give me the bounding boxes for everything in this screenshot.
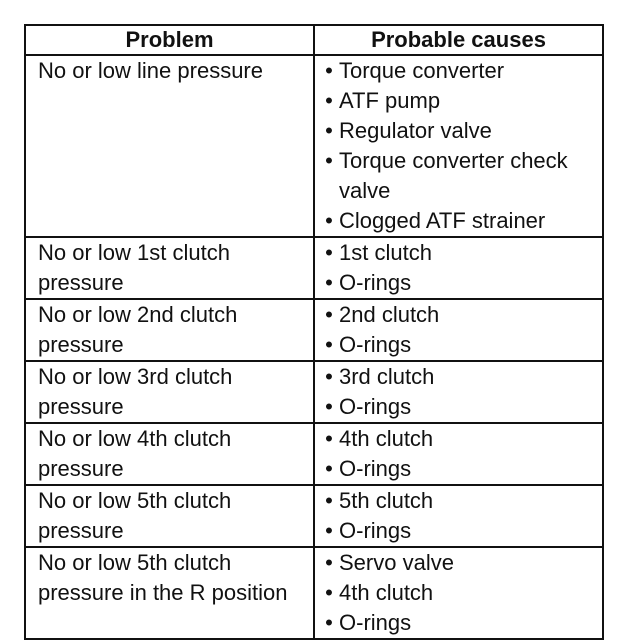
cause-text: Torque converter check valve <box>339 148 568 203</box>
bullet-icon: • <box>325 118 333 143</box>
bullet-icon: • <box>325 240 333 265</box>
bullet-icon: • <box>325 488 333 513</box>
cause-item <box>319 548 598 578</box>
cause-list <box>319 424 598 484</box>
cause-text: O-rings <box>339 394 412 419</box>
bullet-icon: • <box>325 456 333 481</box>
table-row <box>25 55 603 237</box>
cause-list <box>319 362 598 422</box>
cause-item <box>319 116 598 146</box>
troubleshooting-table <box>24 24 604 640</box>
cause-text: 5th clutch <box>339 488 434 513</box>
causes-cell <box>314 547 603 639</box>
cause-list <box>319 548 598 638</box>
bullet-icon: • <box>325 580 333 605</box>
cause-item <box>319 268 598 298</box>
cause-text: Servo valve <box>339 550 454 575</box>
header-probable-causes: Probable causes <box>314 25 603 55</box>
table-row <box>25 547 603 639</box>
table-row <box>25 485 603 547</box>
cause-text: 3rd clutch <box>339 364 435 389</box>
problem-cell: No or low 2nd clutch pressure <box>25 299 314 361</box>
cause-text: O-rings <box>339 518 412 543</box>
cause-item <box>319 206 598 236</box>
cause-text: O-rings <box>339 332 412 357</box>
causes-cell <box>314 299 603 361</box>
cause-item <box>319 300 598 330</box>
table-header-row <box>25 25 603 55</box>
cause-item <box>319 238 598 268</box>
cause-text: Clogged ATF strainer <box>339 208 546 233</box>
cause-text: O-rings <box>339 610 412 635</box>
bullet-icon: • <box>325 332 333 357</box>
bullet-icon: • <box>325 550 333 575</box>
causes-cell <box>314 423 603 485</box>
cause-text: 1st clutch <box>339 240 432 265</box>
cause-item <box>319 362 598 392</box>
cause-item <box>319 608 598 638</box>
bullet-icon: • <box>325 270 333 295</box>
cause-item <box>319 424 598 454</box>
cause-item <box>319 516 598 546</box>
header-problem: Problem <box>25 25 314 55</box>
bullet-icon: • <box>325 302 333 327</box>
cause-item <box>319 56 598 86</box>
cause-list <box>319 56 598 236</box>
cause-text: O-rings <box>339 270 412 295</box>
cause-list <box>319 486 598 546</box>
cause-item <box>319 578 598 608</box>
cause-item <box>319 392 598 422</box>
cause-item <box>319 146 598 206</box>
bullet-icon: • <box>325 364 333 389</box>
table-row <box>25 237 603 299</box>
bullet-icon: • <box>325 426 333 451</box>
cause-text: Regulator valve <box>339 118 492 143</box>
problem-cell: No or low 4th clutch pressure <box>25 423 314 485</box>
causes-cell <box>314 55 603 237</box>
bullet-icon: • <box>325 88 333 113</box>
cause-text: Torque converter <box>339 58 505 83</box>
bullet-icon: • <box>325 518 333 543</box>
cause-list <box>319 300 598 360</box>
cause-item <box>319 454 598 484</box>
cause-text: 4th clutch <box>339 580 434 605</box>
cause-item <box>319 330 598 360</box>
table-row <box>25 299 603 361</box>
table-row <box>25 361 603 423</box>
problem-cell: No or low 3rd clutch pressure <box>25 361 314 423</box>
problem-cell: No or low 1st clutch pressure <box>25 237 314 299</box>
bullet-icon: • <box>325 208 333 233</box>
cause-item <box>319 86 598 116</box>
bullet-icon: • <box>325 58 333 83</box>
cause-text: O-rings <box>339 456 412 481</box>
table-row <box>25 423 603 485</box>
causes-cell <box>314 237 603 299</box>
problem-cell: No or low line pressure <box>25 55 314 237</box>
cause-text: ATF pump <box>339 88 441 113</box>
bullet-icon: • <box>325 394 333 419</box>
problem-cell: No or low 5th clutch pressure in the R position <box>25 547 314 639</box>
cause-item <box>319 486 598 516</box>
causes-cell <box>314 361 603 423</box>
bullet-icon: • <box>325 148 333 173</box>
causes-cell <box>314 485 603 547</box>
bullet-icon: • <box>325 610 333 635</box>
cause-text: 2nd clutch <box>339 302 440 327</box>
cause-list <box>319 238 598 298</box>
problem-cell: No or low 5th clutch pressure <box>25 485 314 547</box>
cause-text: 4th clutch <box>339 426 434 451</box>
